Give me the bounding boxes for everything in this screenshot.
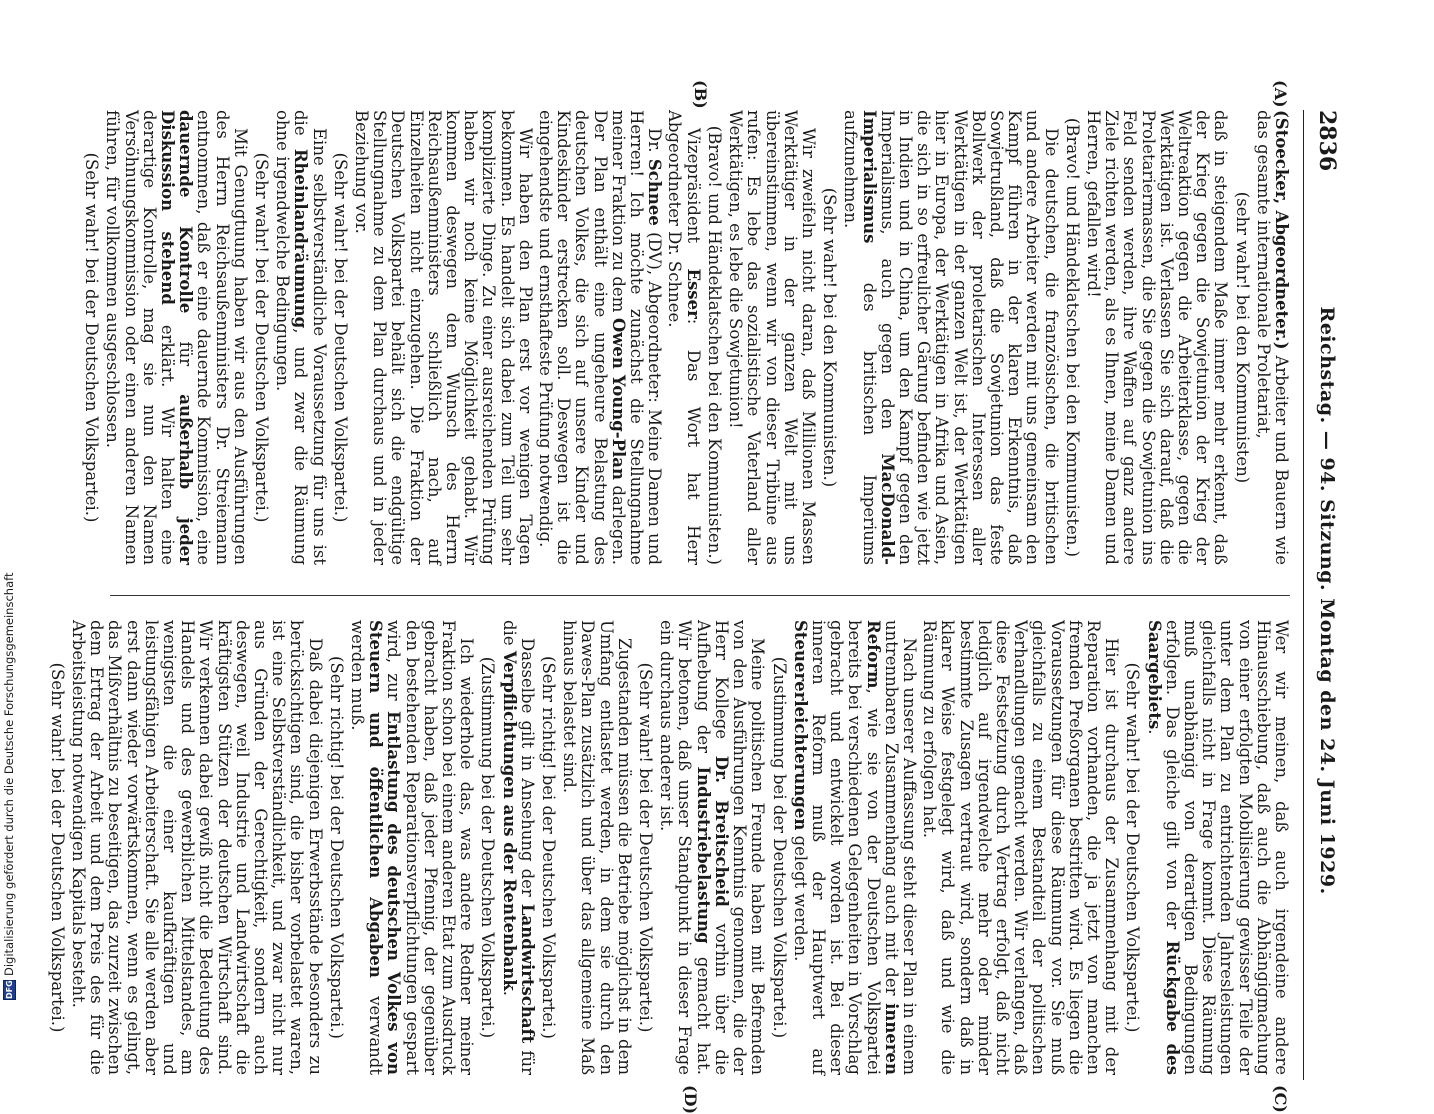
interjection: (Bravo! und Händeklatschen bei den Kommunisten.): [1062, 117, 1082, 558]
footer-text: Digitalisierung gefördert durch die Deutsche Forschungsgemeinschaft: [2, 572, 16, 976]
paragraph: Zugestanden müssen die Betriebe möglichst in dem Umfang entlastet werden, in dem sie durch den Dawes-Plan zusätzlich und über das allgemeine Maß hinaus belastet sind.: [560, 620, 634, 1075]
interjection: (Sehr richtig! bei der Deutschen Volkspartei.): [326, 656, 346, 1039]
paragraph: Hier ist durchaus der Zusammenhang mit der Reparation vorhanden, die ja jetzt von manchen fremden Preßorganen bestritten wird. Es liegen die Voraussetzungen für diese Räumung vor. Sie muß gleichfalls zu einem Bestandteil der politischen Verhandlungen gemacht werden. Wir verlangen, daß diese Festsetzung durch Vertrag erfolgt, daß nicht lediglich auf irgendwelche mehr oder minder bestimmte Zusagen vertraut wird, sondern daß in klarer Weise festgelegt wird, daß und wie die Räumung zu erfolgen hat.: [920, 620, 1122, 1075]
paragraph: Wir haben den Plan erst vor wenigen Tagen bekommen. Es handelt sich dabei zum Teil um sehr komplizierte Dinge. Zu einer ausreichenden Prüfung haben wir noch keine Möglichkeit gehabt. Wir kommen deswegen dem Wunsch des Herrn Reichsaußenministers schließlich nach, auf Einzelheiten nicht einzugehen. Die Fraktion der Deutschen Volkspartei behält sich die endgültige Stellungnahme zu dem Plan durchaus und in jeder Beziehung vor.: [352, 110, 535, 565]
interjection: (Zustimmung bei der Deutschen Volkspartei.): [769, 656, 789, 1039]
right-column: [45, 620, 1290, 1075]
paragraph: daß in steigendem Maße immer mehr erkennt, daß der Krieg gegen die Sowjetunion der Krieg der Weltreaktion gegen die Arbeiterklasse, gegen die Werktätigen ist. Verlassen Sie sich darauf, daß die Proletariermassen, die Sie gegen die Sowjetunion ins Feld senden werden, ihre Waffen auf ganz andere Ziele richten werden, als es Ihnen, meine Damen und Herren, gefallen wird!: [1083, 110, 1231, 565]
paragraph: Wir zweifeln nicht daran, daß Millionen Massen Werktätiger in der ganzen Welt mit uns übereinstimmen, wenn wir von dieser Tribüne aus rufen: Es lebe das sozialistische Vaterland aller Werktätigen, es lebe die Sowjetunion!: [726, 110, 818, 565]
interjection: (Sehr wahr! bei der Deutschen Volkspartei.): [330, 152, 350, 523]
margin-label-c: (C): [1271, 1085, 1290, 1113]
interjection: (sehr wahr! bei den Kommunisten): [1232, 191, 1252, 484]
paragraph: Nach unserer Auffassung steht dieser Plan in einem untrennbaren Zusammenhang auch mit der inneren Reform, wie sie von der Deutschen Volkspartei bereits bei verschiedenen Gelegenheiten in Vorschlag gebracht und entwickelt worden ist. Bei dieser inneren Reform muß der Hauptwert auf Steuererleichterungen gelegt werden.: [790, 620, 919, 1076]
paragraph: Dr. Schnee (DV), Abgeordneter: Meine Damen und Herren! Ich möchte zunächst die Stellungnahme meiner Fraktion zu dem Owen Young-Plan darlegen. Der Plan enthält eine ungeheure Belastung des deutschen Volkes, die sich auf unsere Kinder und Kindeskinder erstrecken soll. Deswegen ist die eingehendste und ernsthafteste Prüfung notwendig.: [536, 110, 665, 566]
paragraph: (Stoecker, Abgeordneter.) Arbeiter und Bauern wie das gesamte internationale Proletariat,: [1253, 110, 1291, 565]
paragraph: Vizepräsident Esser: Das Wort hat Herr Abgeordneter Dr. Schnee.: [665, 110, 703, 565]
paragraph: Eine selbstverständliche Voraussetzung für uns ist die Rheinlandräumung, und zwar die Räumung ohne irgendwelche Bedingungen.: [273, 110, 329, 566]
paragraph: Ich wiederhole das, was andere Redner meiner Fraktion schon bei einem anderen Etat zum Ausdruck gebracht haben, daß jeder Pfennig, der gegenüber den bestehenden Reparationsverpflichtungen gespart wird, zur Entlastung des deutschen Volkes von Steuern und öffentlichen Abgaben verwandt werden muß.: [348, 620, 477, 1075]
running-title: Reichstag. — 94. Sitzung. Montag den 24. Juni 1929.: [1316, 306, 1338, 895]
document-page: [47, 80, 1350, 1114]
paragraph: Mit Genugtuung haben wir aus den Ausführungen des Herrn Reichsaußenministers Dr. Streiemann entnommen, daß er eine dauernde Kommission, eine dauernde Kontrolle für außerhalb jeder Diskussion stehend erklärt. Wir halten eine derartige Kontrolle, mag sie nun den Namen Versöhnungskommission oder einen anderen Namen führen, für vollkommen ausgeschlossen.: [103, 110, 250, 565]
interjection: (Sehr wahr! bei den Kommunisten.): [820, 187, 840, 488]
margin-label-d: (D): [681, 1085, 700, 1114]
interjection: (Sehr wahr! bei der Deutschen Volkspartei.): [47, 662, 67, 1033]
interjection: (Sehr wahr! bei der Deutschen Volkspartei.): [1123, 662, 1143, 1033]
margin-label-a: (A): [1271, 80, 1290, 108]
dfg-logo-icon: DFG: [4, 980, 14, 999]
interjection: (Bravo! und Händeklatschen bei den Kommunisten.): [704, 125, 724, 565]
paragraph: Wer wir meinen, daß auch irgendeine andere Hinausschiebung, daß auch die Abhängigmachung von einer erfolgten Mobilisierung gewisser Teile der unter dem Plan zu entrichtenden Jahresleistungen gleichfalls nicht in Frage kommt. Diese Räumung muß unabhängig von derartigen Bedingungen erfolgen. Das gleiche gilt von der Rückgabe des Saargebiets.: [1144, 620, 1291, 1075]
margin-label-b: (B): [691, 80, 710, 109]
interjection: (Sehr wahr! bei der Deutschen Volkspartei.): [252, 152, 272, 523]
paragraph: Meine politischen Freunde haben mit Befremden von den Ausführungen Kenntnis genommen, die der Herr Kollege Dr. Breitscheid vorhin über die Aufhebung der Industriebelastung gemacht hat. Wir betonen, daß unser Standpunkt in dieser Frage ein durchaus anderer ist.: [657, 620, 768, 1076]
column-divider: [110, 595, 1290, 596]
interjection: (Zustimmung bei der Deutschen Volkspartei.): [478, 656, 498, 1039]
paragraph: Dasselbe gilt in Ansehung der Landwirtschaft für die Verpflichtungen aus der Rentenbank.: [499, 620, 537, 1075]
paragraph: Daß dabei diejenigen Erwerbsstände besonders zu berücksichtigen sind, die bisher vorbelastet waren, ist eine Selbstverständlichkeit, und zwar nicht nur aus Gründen der Gerechtigkeit, sondern auch deswegen, weil Industrie und Landwirtschaft die kräftigsten Stützen der deutschen Wirtschaft sind. Wir verkennen dabei gewiß nicht die Bedeutung des Handels und des gewerblichen Mittelstandes, am wenigsten die einer kaufkräftigen und leistungsfähigen Arbeiterschaft. Sie alle werden aber erst dann wieder vorwärtskommen, wenn es gelingt, das Mißverhältnis zu beseitigen, das zurzeit zwischen dem Ertrag der Arbeit und dem Preis des für die Arbeitsleistung notwendigen Kapitals besteht.: [69, 620, 325, 1075]
interjection: (Sehr wahr! bei der Deutschen Volkspartei.): [636, 662, 656, 1033]
page-header: [1303, 110, 1350, 1080]
left-column: [79, 110, 1290, 565]
interjection: (Sehr wahr! bei der Deutschen Volkspartei.): [82, 152, 102, 523]
interjection: (Sehr richtig! bei der Deutschen Volkspartei.): [539, 656, 559, 1039]
digitization-footer: [2, 573, 16, 1000]
page-number: 2836: [1314, 110, 1340, 172]
paragraph: Die deutschen, die französischen, die britischen und andere Arbeiter werden mit uns gemeinsam den Kampf führen in der klaren Erkenntnis, daß Sowjetrußland, daß die Sowjetunion das feste Bollwerk der proletarischen Interessen aller Werktätigen in der ganzen Welt ist, der Werktätigen hier in Europa, der Werktätigen in Afrika und Asien, die sich in so erfreulicher Gärung befinden wie jetzt in Indien und in China, um den Kampf gegen den Imperialismus, auch gegen den MacDonald-Imperialismus des britischen Imperiums aufzunehmen.: [841, 110, 1061, 565]
